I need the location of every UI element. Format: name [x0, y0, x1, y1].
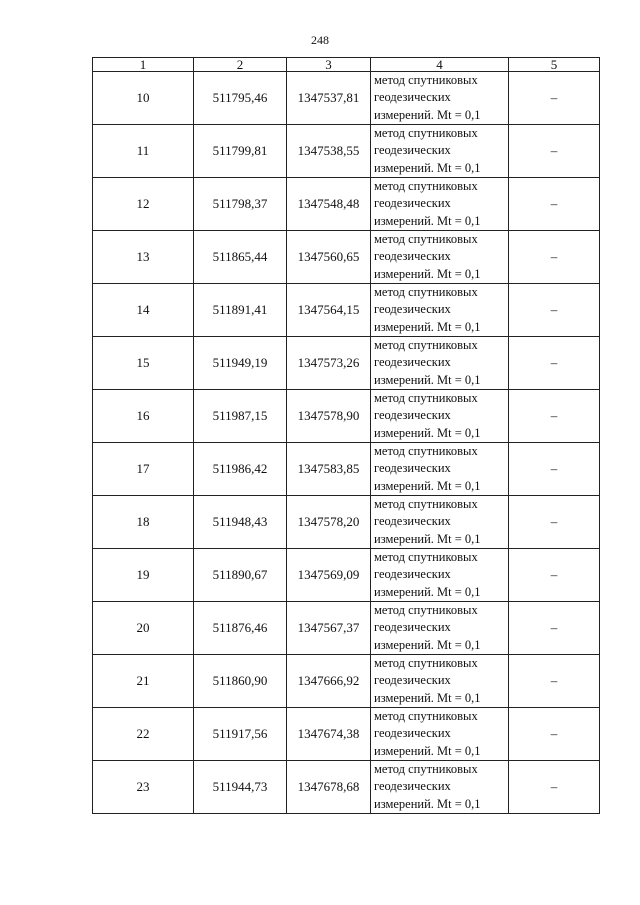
point-number-cell: 10 — [93, 72, 194, 125]
method-line: метод спутниковых — [374, 179, 478, 194]
method-line: измерений. Mt = 0,1 — [374, 319, 481, 334]
point-number-cell: 12 — [93, 178, 194, 231]
point-number-cell: 22 — [93, 708, 194, 761]
table-row — [93, 549, 600, 602]
x-coordinate-cell: 511795,46 — [194, 72, 287, 125]
column5-cell: – — [509, 761, 600, 814]
column5-cell: – — [509, 549, 600, 602]
y-coordinate-cell: 1347583,85 — [287, 443, 371, 496]
column-header: 5 — [509, 58, 600, 72]
y-coordinate-cell: 1347567,37 — [287, 602, 371, 655]
method-line: метод спутниковых — [374, 285, 478, 300]
column5-cell: – — [509, 337, 600, 390]
column-header: 4 — [371, 58, 509, 72]
point-number-cell: 15 — [93, 337, 194, 390]
method-line: геодезических — [374, 408, 451, 423]
method-line: геодезических — [374, 726, 451, 741]
page-number: 248 — [311, 33, 329, 47]
point-number-cell: 21 — [93, 655, 194, 708]
method-cell — [371, 549, 509, 602]
x-coordinate-cell: 511890,67 — [194, 549, 287, 602]
method-line: геодезических — [374, 249, 451, 264]
method-cell — [371, 496, 509, 549]
y-coordinate-cell: 1347578,90 — [287, 390, 371, 443]
y-coordinate-cell: 1347560,65 — [287, 231, 371, 284]
method-cell — [371, 443, 509, 496]
method-line: метод спутниковых — [374, 656, 478, 671]
x-coordinate-cell: 511948,43 — [194, 496, 287, 549]
method-line: измерений. Mt = 0,1 — [374, 796, 481, 811]
method-cell — [371, 284, 509, 337]
method-line: геодезических — [374, 461, 451, 476]
table-row — [93, 337, 600, 390]
x-coordinate-cell: 511865,44 — [194, 231, 287, 284]
point-number-cell: 20 — [93, 602, 194, 655]
column-header: 2 — [194, 58, 287, 72]
table-body — [93, 72, 600, 814]
method-line: измерений. Mt = 0,1 — [374, 425, 481, 440]
y-coordinate-cell: 1347573,26 — [287, 337, 371, 390]
point-number-cell: 14 — [93, 284, 194, 337]
point-number-cell: 17 — [93, 443, 194, 496]
method-cell — [371, 178, 509, 231]
y-coordinate-cell: 1347578,20 — [287, 496, 371, 549]
x-coordinate-cell: 511949,19 — [194, 337, 287, 390]
method-line: геодезических — [374, 567, 451, 582]
method-line: геодезических — [374, 302, 451, 317]
method-line: метод спутниковых — [374, 444, 478, 459]
coordinates-table — [92, 57, 600, 814]
method-line: измерений. Mt = 0,1 — [374, 478, 481, 493]
point-number-cell: 18 — [93, 496, 194, 549]
method-cell — [371, 125, 509, 178]
table-row — [93, 443, 600, 496]
table-row — [93, 72, 600, 125]
table-row — [93, 125, 600, 178]
method-cell — [371, 602, 509, 655]
y-coordinate-cell: 1347548,48 — [287, 178, 371, 231]
table-row — [93, 655, 600, 708]
x-coordinate-cell: 511799,81 — [194, 125, 287, 178]
method-cell — [371, 655, 509, 708]
method-line: метод спутниковых — [374, 391, 478, 406]
method-line: метод спутниковых — [374, 709, 478, 724]
column5-cell: – — [509, 496, 600, 549]
y-coordinate-cell: 1347538,55 — [287, 125, 371, 178]
method-line: геодезических — [374, 355, 451, 370]
method-line: измерений. Mt = 0,1 — [374, 372, 481, 387]
point-number-cell: 19 — [93, 549, 194, 602]
table-row — [93, 708, 600, 761]
method-line: геодезических — [374, 514, 451, 529]
column5-cell: – — [509, 72, 600, 125]
method-line: метод спутниковых — [374, 497, 478, 512]
method-line: измерений. Mt = 0,1 — [374, 743, 481, 758]
x-coordinate-cell: 511944,73 — [194, 761, 287, 814]
point-number-cell: 23 — [93, 761, 194, 814]
method-line: геодезических — [374, 779, 451, 794]
column5-cell: – — [509, 443, 600, 496]
x-coordinate-cell: 511860,90 — [194, 655, 287, 708]
method-line: измерений. Mt = 0,1 — [374, 107, 481, 122]
method-cell — [371, 390, 509, 443]
x-coordinate-cell: 511798,37 — [194, 178, 287, 231]
column-header: 3 — [287, 58, 371, 72]
x-coordinate-cell: 511987,15 — [194, 390, 287, 443]
method-cell — [371, 72, 509, 125]
table-header-row — [93, 58, 600, 72]
table-row — [93, 178, 600, 231]
method-cell — [371, 708, 509, 761]
method-line: геодезических — [374, 143, 451, 158]
method-line: метод спутниковых — [374, 550, 478, 565]
table-row — [93, 284, 600, 337]
table-row — [93, 761, 600, 814]
x-coordinate-cell: 511986,42 — [194, 443, 287, 496]
x-coordinate-cell: 511876,46 — [194, 602, 287, 655]
method-line: измерений. Mt = 0,1 — [374, 690, 481, 705]
table-row — [93, 390, 600, 443]
method-line: метод спутниковых — [374, 338, 478, 353]
y-coordinate-cell: 1347569,09 — [287, 549, 371, 602]
column5-cell: – — [509, 231, 600, 284]
table-row — [93, 496, 600, 549]
method-cell — [371, 337, 509, 390]
method-line: метод спутниковых — [374, 603, 478, 618]
point-number-cell: 11 — [93, 125, 194, 178]
method-line: метод спутниковых — [374, 126, 478, 141]
x-coordinate-cell: 511917,56 — [194, 708, 287, 761]
column5-cell: – — [509, 390, 600, 443]
method-line: измерений. Mt = 0,1 — [374, 213, 481, 228]
method-line: измерений. Mt = 0,1 — [374, 637, 481, 652]
method-line: метод спутниковых — [374, 232, 478, 247]
y-coordinate-cell: 1347537,81 — [287, 72, 371, 125]
method-line: измерений. Mt = 0,1 — [374, 584, 481, 599]
table-row — [93, 231, 600, 284]
method-cell — [371, 231, 509, 284]
column5-cell: – — [509, 708, 600, 761]
method-line: геодезических — [374, 90, 451, 105]
method-line: измерений. Mt = 0,1 — [374, 266, 481, 281]
method-line: измерений. Mt = 0,1 — [374, 160, 481, 175]
y-coordinate-cell: 1347678,68 — [287, 761, 371, 814]
method-line: метод спутниковых — [374, 73, 478, 88]
column5-cell: – — [509, 284, 600, 337]
method-line: метод спутниковых — [374, 762, 478, 777]
method-line: геодезических — [374, 196, 451, 211]
column-header: 1 — [93, 58, 194, 72]
column5-cell: – — [509, 655, 600, 708]
method-line: геодезических — [374, 620, 451, 635]
column5-cell: – — [509, 602, 600, 655]
y-coordinate-cell: 1347674,38 — [287, 708, 371, 761]
method-cell — [371, 761, 509, 814]
y-coordinate-cell: 1347666,92 — [287, 655, 371, 708]
y-coordinate-cell: 1347564,15 — [287, 284, 371, 337]
point-number-cell: 16 — [93, 390, 194, 443]
table-row — [93, 602, 600, 655]
column5-cell: – — [509, 125, 600, 178]
column5-cell: – — [509, 178, 600, 231]
x-coordinate-cell: 511891,41 — [194, 284, 287, 337]
method-line: геодезических — [374, 673, 451, 688]
method-line: измерений. Mt = 0,1 — [374, 531, 481, 546]
point-number-cell: 13 — [93, 231, 194, 284]
